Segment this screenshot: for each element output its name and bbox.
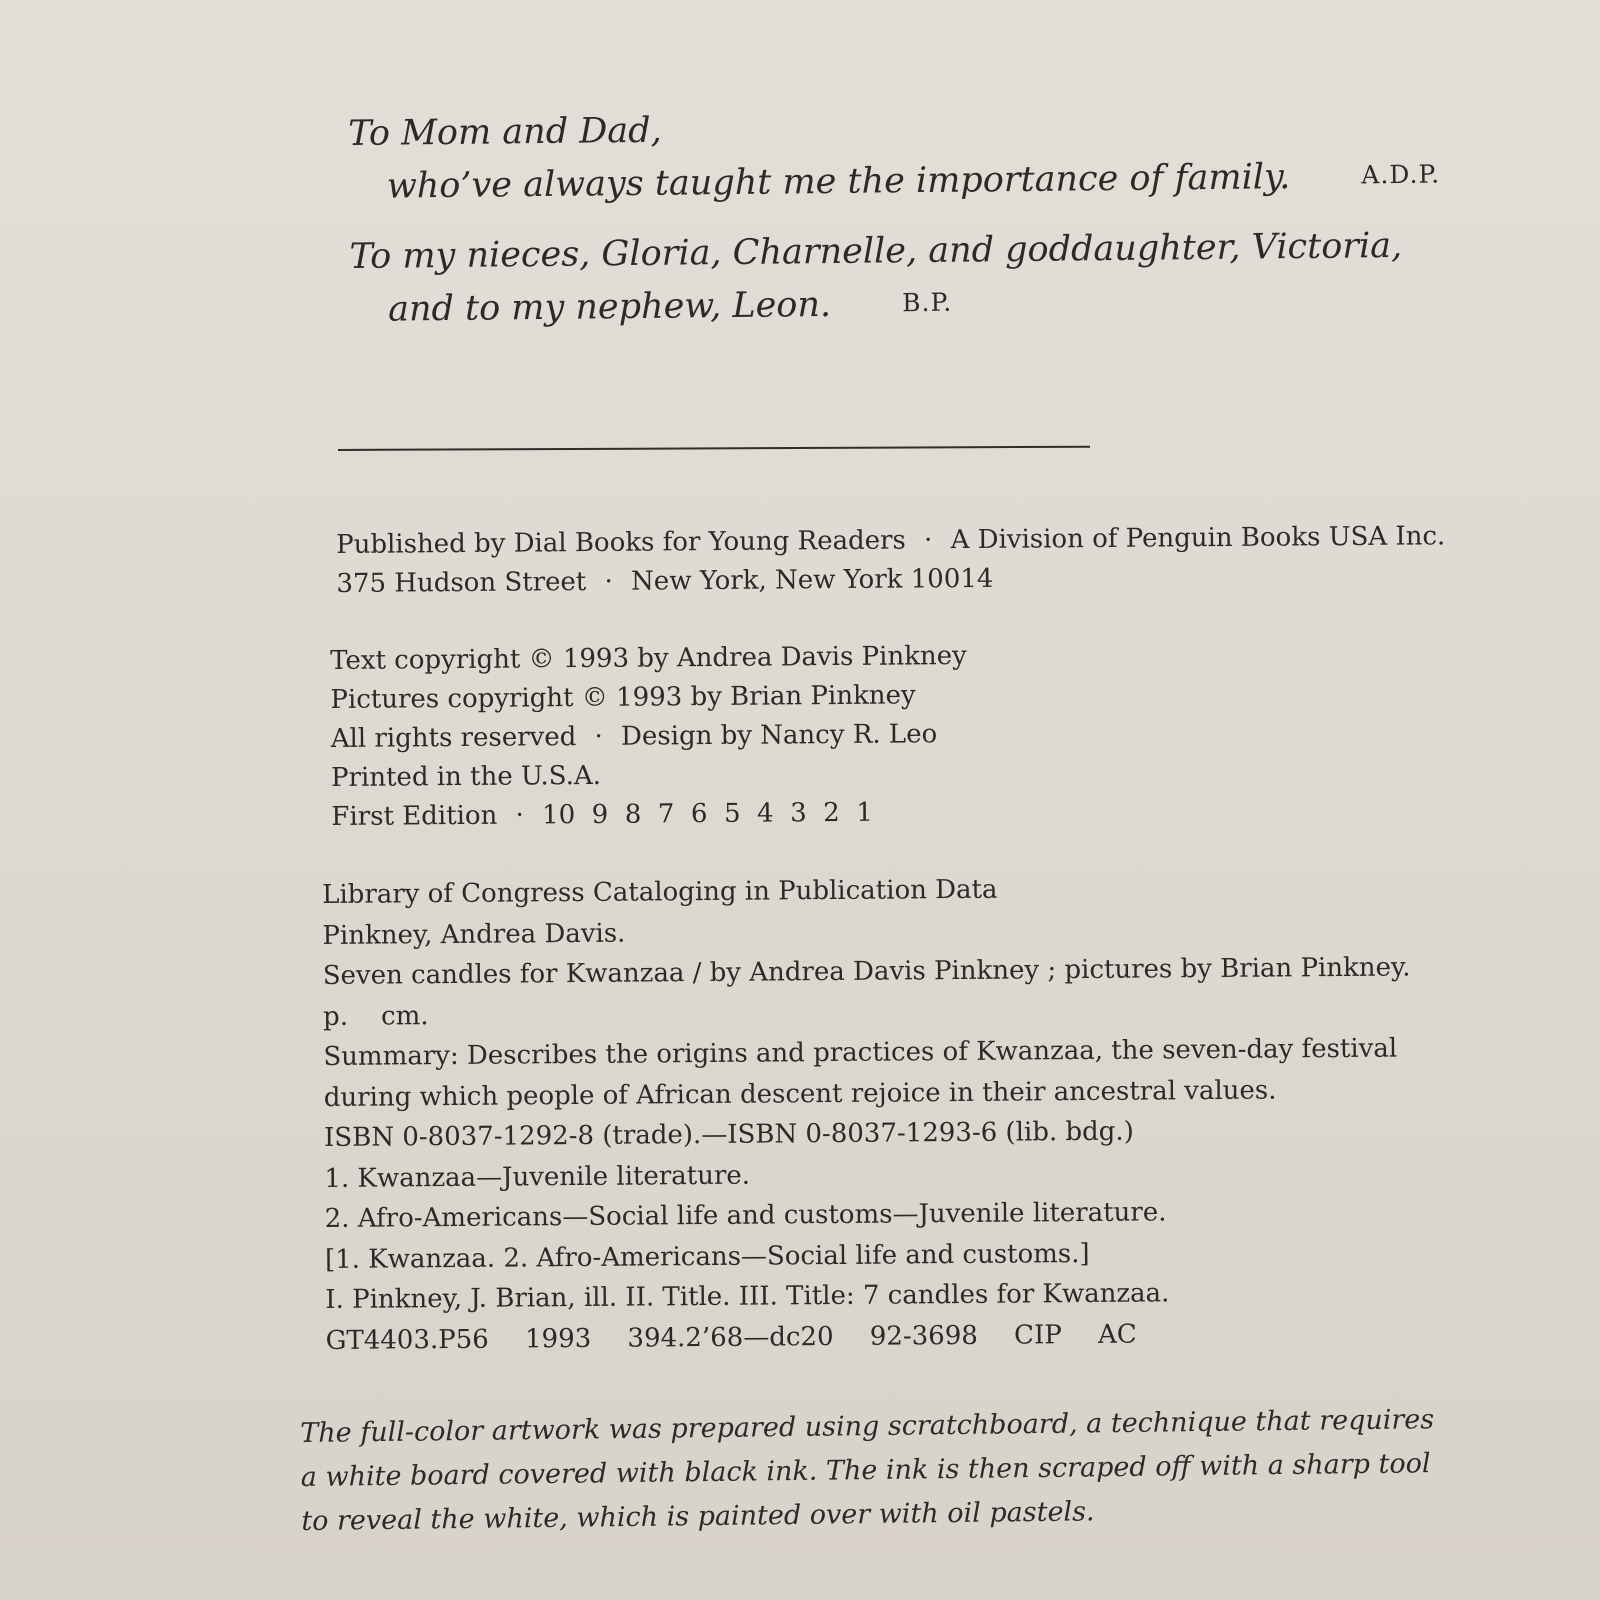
dedication-line: To my nieces, Gloria, Charnelle, and goddaughter, Victoria, bbox=[349, 225, 1403, 277]
class-year: 1993 bbox=[524, 1323, 592, 1354]
cip-summary: during which people of African descent rejoice in their ancestral values. bbox=[323, 1075, 1277, 1113]
separator-dot: · bbox=[604, 566, 613, 597]
dedication-text: who’ve always taught me the importance of family. bbox=[386, 156, 1291, 207]
artwork-note bbox=[300, 1399, 1435, 1544]
publisher-name: Published by Dial Books for Young Readers bbox=[336, 525, 906, 560]
city-address: New York, New York 10014 bbox=[631, 563, 994, 597]
note-line: to reveal the white, which is painted over with oil pastels. bbox=[301, 1496, 1095, 1537]
printed-in: Printed in the U.S.A. bbox=[330, 760, 602, 793]
cip-isbn: ISBN 0-8037-1292-8 (trade).—ISBN 0-8037-1293-6 (lib. bdg.) bbox=[323, 1116, 1134, 1153]
ac-code: AC bbox=[1097, 1319, 1137, 1350]
cip-summary: Summary: Describes the origins and practices of Kwanzaa, the seven-day festival bbox=[323, 1033, 1398, 1072]
separator-dot: · bbox=[923, 525, 933, 556]
divider bbox=[338, 446, 1090, 451]
lc-number: GT4403.P56 bbox=[325, 1324, 489, 1356]
design-credit: Design by Nancy R. Leo bbox=[620, 719, 938, 752]
note-line: a white board covered with black ink. The ink is then scraped off with a sharp tool bbox=[300, 1448, 1431, 1493]
dedication-line: To Mom and Dad, bbox=[348, 110, 662, 154]
edition: First Edition bbox=[331, 800, 498, 832]
dedication-line bbox=[350, 272, 1410, 336]
rights-reserved: All rights reserved bbox=[330, 722, 577, 754]
separator-dot: · bbox=[594, 721, 603, 752]
cip-heading: Library of Congress Cataloging in Publication Data bbox=[322, 874, 998, 910]
note-line: The full-color artwork was prepared using scratchboard, a technique that requires bbox=[300, 1404, 1435, 1449]
dedication-text: and to my nephew, Leon. bbox=[387, 284, 832, 330]
cip-subject: [1. Kwanzaa. 2. Afro-Americans—Social life and customs.] bbox=[324, 1238, 1090, 1275]
lccn: 92-3698 bbox=[869, 1320, 978, 1352]
edition-line bbox=[331, 793, 968, 837]
dedication-initials: A.D.P. bbox=[1361, 159, 1441, 189]
print-line: 10 9 8 7 6 5 4 3 2 1 bbox=[542, 797, 873, 831]
cip-added-entries: I. Pinkney, J. Brian, ill. II. Title. III. Title: 7 candles for Kwanzaa. bbox=[325, 1278, 1170, 1315]
cip-data bbox=[322, 866, 1413, 1361]
cip-title: Seven candles for Kwanzaa / by Andrea Davis Pinkney ; pictures by Brian Pinkney. bbox=[322, 952, 1411, 991]
dedication bbox=[348, 97, 1441, 336]
copyright-info bbox=[330, 637, 968, 837]
pictures-copyright: Pictures copyright © 1993 by Brian Pinkney bbox=[330, 680, 916, 715]
cip-author: Pinkney, Andrea Davis. bbox=[322, 918, 626, 951]
dedication-line bbox=[349, 149, 1441, 213]
cip-pages: p. cm. bbox=[322, 1000, 429, 1032]
cip-code: CIP bbox=[1014, 1319, 1062, 1351]
separator-dot: · bbox=[515, 800, 524, 831]
cip-classification bbox=[325, 1312, 1413, 1361]
publisher-division: A Division of Penguin Books USA Inc. bbox=[950, 521, 1446, 556]
publisher-address bbox=[336, 556, 1445, 604]
street-address: 375 Hudson Street bbox=[336, 567, 587, 599]
publisher-info bbox=[336, 517, 1446, 604]
cip-subject: 2. Afro-Americans—Social life and customs—Juvenile literature. bbox=[324, 1197, 1167, 1234]
text-copyright: Text copyright © 1993 by Andrea Davis Pinkney bbox=[330, 641, 967, 676]
dewey-number: 394.2’68—dc20 bbox=[627, 1321, 834, 1354]
dedication-initials: B.P. bbox=[902, 287, 953, 317]
cip-subject: 1. Kwanzaa—Juvenile literature. bbox=[324, 1160, 751, 1194]
rights-line bbox=[331, 715, 968, 759]
